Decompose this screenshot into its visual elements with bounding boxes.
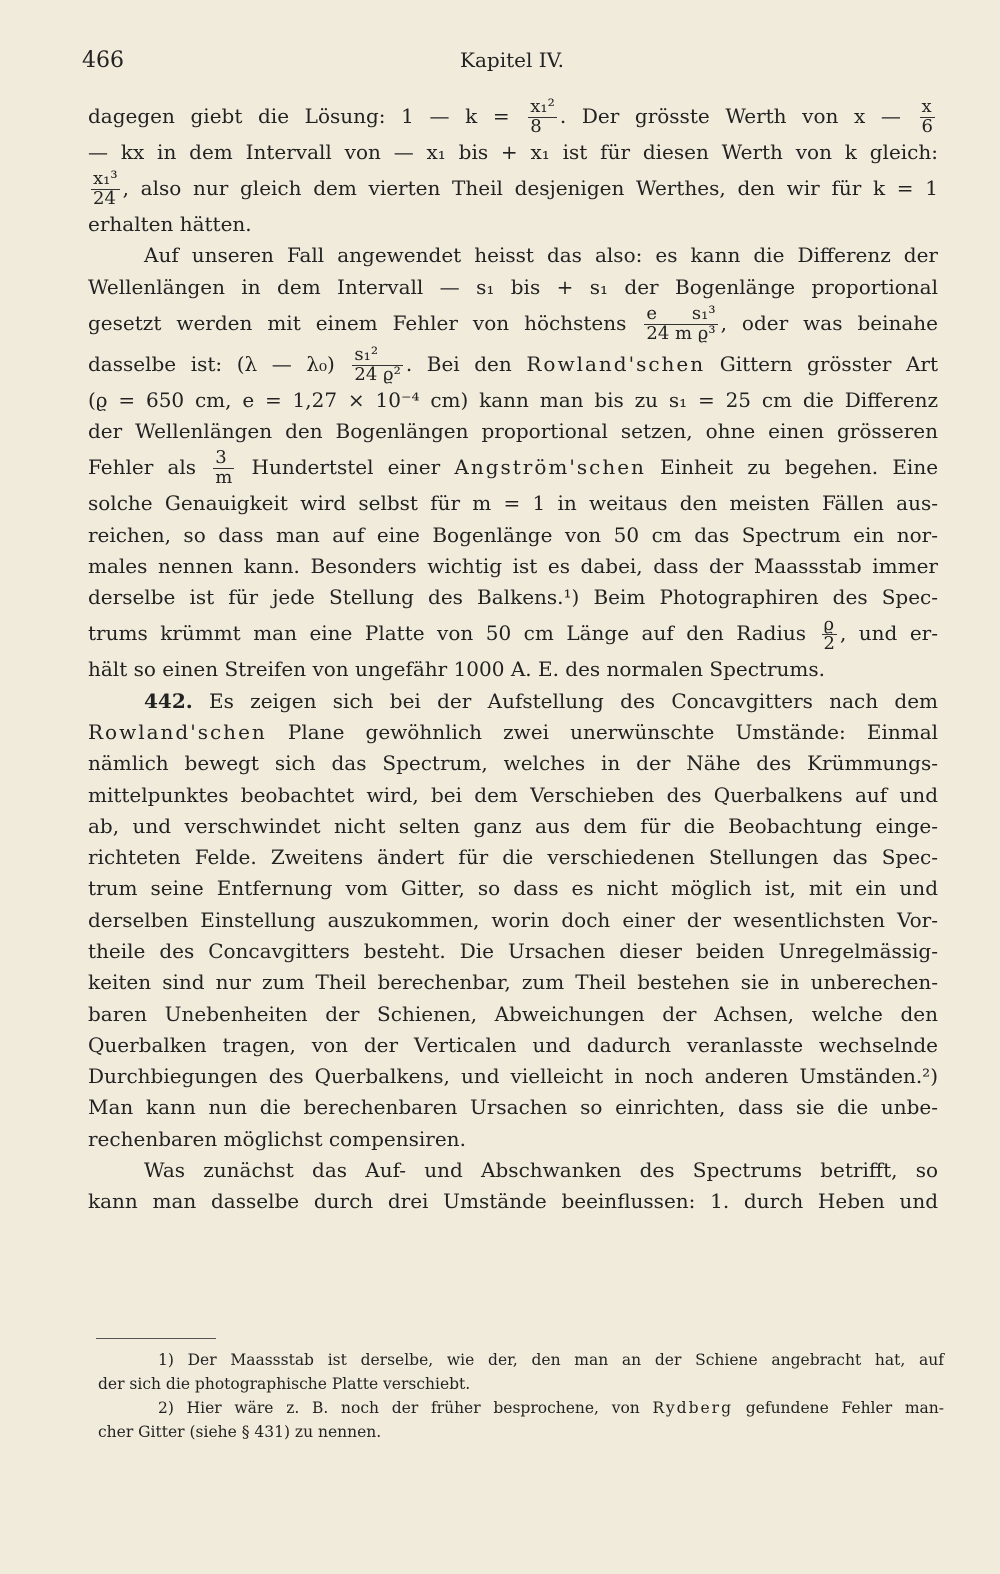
text-span: . Der grösste Werth von x — [559,104,901,128]
text-span: dasselbe ist: (λ — λ₀) [88,351,335,376]
text-line [88,717,938,748]
text-line: theile des Concavgitters besteht. Die Ursachen dieser beiden Unregelmässig- [88,938,938,963]
author-name: Angström'schen [454,455,646,480]
text-line: nämlich bewegt sich das Spectrum, welches in der Nähe des Krümmungs- [88,751,938,776]
footnote-line: cher Gitter (siehe § 431) zu nennen. [98,1423,382,1441]
text-line: richteten Felde. Zweitens ändert für die verschiedenen Stellungen das Spec- [88,845,938,870]
footnotes [98,1348,944,1444]
text-line: derselben Einstellung auszukommen, worin doch einer der wesentlichsten Vor- [88,907,938,932]
text-line: ab, und verschwindet nicht selten ganz aus dem für die Beobachtung einge- [88,813,938,838]
numerator: ϱ [822,616,837,636]
footnote-divider [96,1338,216,1339]
text-line: Querbalken tragen, von der Verticalen und dadurch veranlasste wechselnde [88,1032,938,1057]
page-header [82,48,942,78]
text-line [88,303,938,344]
text-line: keiten sind nur zum Theil berechenbar, zum Theil bestehen sie in unberechen- [88,970,938,995]
text-span: Hundertstel einer [251,455,441,480]
chapter-title: Kapitel IV. [460,48,564,72]
text-span: , oder was beinahe [720,310,938,335]
text-span: , und er- [839,621,938,646]
text-line: kann man dasselbe durch drei Umstände beeinflussen: 1. durch Heben und [88,1189,938,1214]
text-span: . Bei den [405,351,512,376]
text-line: erhalten hätten. [88,212,252,237]
text-span: Es zeigen sich bei der Aufstellung des Concavgitters nach dem [209,688,938,713]
text-span: Gittern grösster Art [719,351,939,376]
text-span: gesetzt werden mit einem Fehler von höchstens [88,310,627,335]
author-name: Rydberg [652,1399,734,1417]
text-span: , also nur gleich dem vierten Theil desjenigen Werthes, den wir für k = 1 [122,176,938,201]
denominator: m [215,467,233,489]
text-span: Einheit zu begehen. Eine [660,455,939,480]
denominator: 24 m ϱ³ [646,322,716,344]
denominator: 2 [823,633,835,655]
text-line: hält so einen Streifen von ungefähr 1000 A. E. des normalen Spectrums. [88,657,825,682]
denominator: 6 [921,116,933,137]
text-line [88,613,938,654]
footnote-line [98,1396,944,1420]
text-line: males nennen kann. Besonders wichtig ist es dabei, dass der Maassstab immer [88,553,938,578]
denominator: 8 [530,116,542,137]
text-line: Auf unseren Fall angewendet heisst das also: es kann die Differenz der [144,243,938,268]
fraction [528,98,557,137]
text-line: der Wellenlängen den Bogenlängen proportional setzen, ohne einen grösseren [88,419,938,444]
text-line: derselbe ist für jede Stellung des Balkens.¹) Beim Photographiren des Spec- [88,585,938,610]
text-line: mittelpunktes beobachtet wird, bei dem Verschieben des Querbalkens auf und [88,782,938,807]
text-line [88,686,938,717]
numerator: x₁³ [93,168,118,190]
numerator: x [920,98,935,118]
text-line: baren Unebenheiten der Schienen, Abweichungen der Achsen, welche den [88,1001,938,1026]
text-span: 2) Hier wäre z. B. noch der früher besprochene, von [158,1399,640,1417]
footnote-line: 1) Der Maassstab ist derselbe, wie der, den man an der Schiene angebracht hat, auf [158,1351,944,1369]
body-text [88,96,938,1218]
text-line [88,168,938,209]
text-line: Wellenlängen in dem Intervall — s₁ bis + s₁ der Bogenlänge proportional [88,274,938,299]
fraction [91,170,120,209]
text-line: Was zunächst das Auf- und Abschwanken des Spectrums betrifft, so [144,1158,938,1183]
text-line: Man kann nun die berechenbaren Ursachen so einrichten, dass sie die unbe- [88,1095,938,1120]
fraction [920,98,935,137]
text-span: trums krümmt man eine Platte von 50 cm Länge auf den Radius [88,621,807,646]
footnote-line: der sich die photographische Platte verschiebt. [98,1375,471,1393]
fraction [352,343,402,385]
author-name: Rowland'schen [526,351,706,376]
author-name: Rowland'schen [88,719,267,744]
denominator: 24 ϱ² [354,363,401,385]
text-line: solche Genauigkeit wird selbst für m = 1 in weitaus den meisten Fällen aus- [88,491,938,516]
numerator: s₁² [352,346,402,366]
text-line: (ϱ = 650 cm, e = 1,27 × 10⁻⁴ cm) kann man bis zu s₁ = 25 cm die Differenz [88,387,938,412]
section-number: 442. [144,688,193,713]
text-span: gefundene Fehler man- [745,1399,944,1417]
fraction [822,613,837,655]
fraction [213,449,234,488]
numerator: x₁² [530,96,555,118]
text-span: Fehler als [88,455,197,480]
text-line: Durchbiegungen des Querbalkens, und vielleicht in noch anderen Umständen.²) [88,1064,938,1089]
text-span: Plane gewöhnlich zwei unerwünschte Umstände: Einmal [287,719,939,744]
text-line: — kx in dem Intervall von — x₁ bis + x₁ ist für diesen Werth von k gleich: [88,139,938,164]
numerator: 3 [213,449,234,469]
text-line [88,447,938,488]
numerator: e s₁³ [646,303,716,325]
text-line: rechenbaren möglichst compensiren. [88,1126,466,1151]
fraction [644,305,717,344]
text-line: trum seine Entfernung vom Gitter, so dass es nicht möglich ist, mit ein und [88,876,938,901]
denominator: 24 [93,188,116,210]
text-line [88,344,938,385]
page-number: 466 [82,48,124,73]
text-span: dagegen giebt die Lösung: 1 — k = [88,104,510,128]
text-line: reichen, so dass man auf eine Bogenlänge von 50 cm das Spectrum ein nor- [88,522,938,547]
text-line [88,96,938,137]
